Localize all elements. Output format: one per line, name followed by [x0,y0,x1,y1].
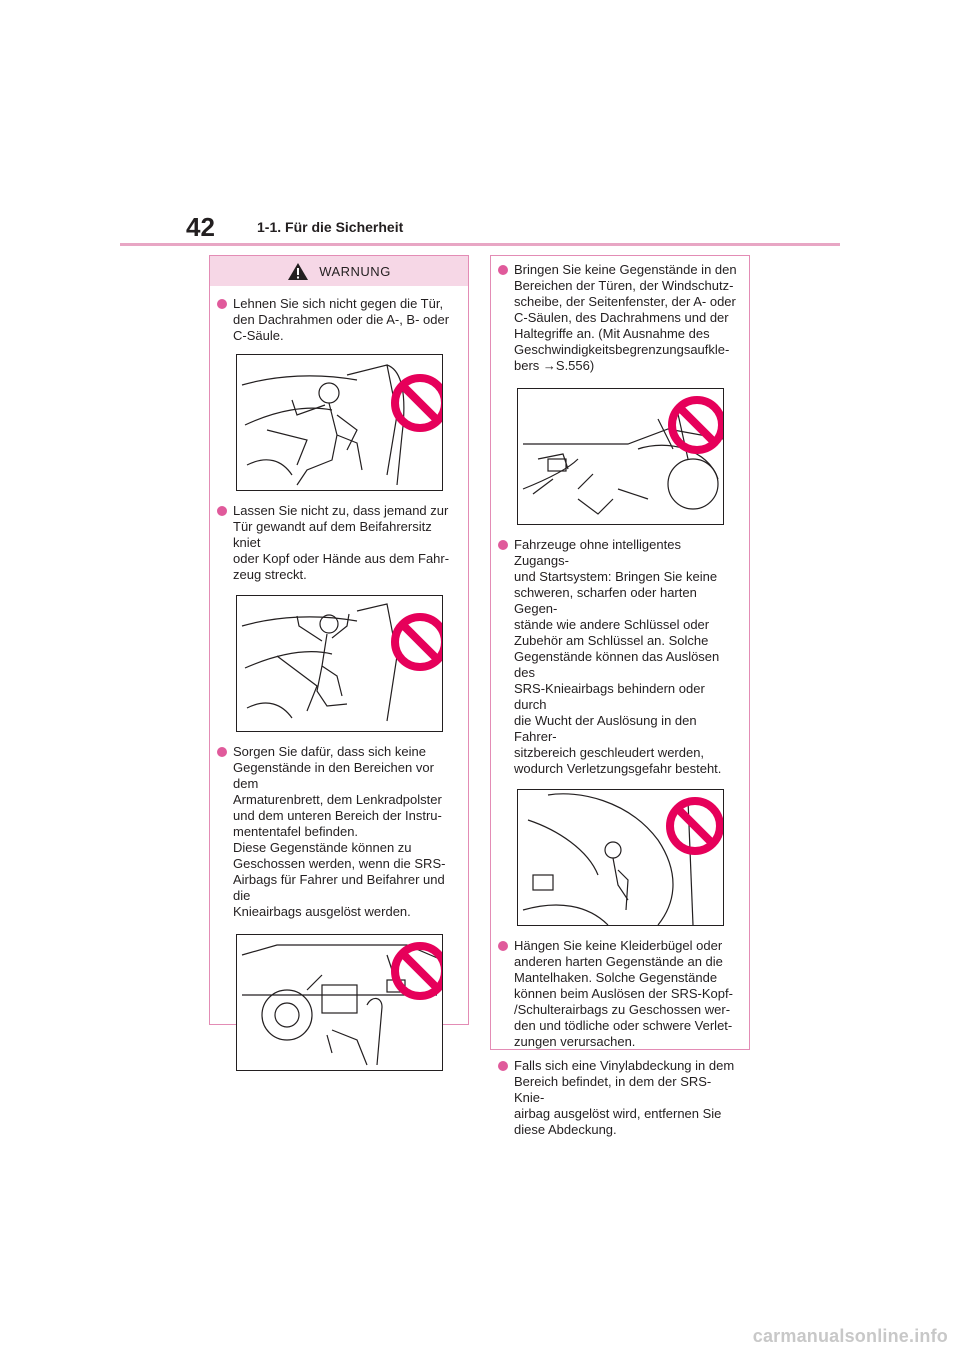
warning-item [491,938,749,1050]
footer-watermark: carmanualsonline.info [752,1326,948,1346]
prohibited-icon [666,394,724,456]
warning-item-text: Lehnen Sie sich nicht gegen die Tür, den Dachrahmen oder die A-, B- oder C-Säule. [233,296,450,343]
bullet-icon [217,506,227,516]
page-number: 42 [186,212,215,242]
illustration-objects-on-dashboard [236,934,443,1071]
warning-triangle-icon [287,262,309,281]
bullet-icon [217,747,227,757]
prohibited-icon [389,940,443,1002]
header-rule [120,243,840,246]
bullet-icon [498,540,508,550]
bullet-icon [498,265,508,275]
bullet-icon [498,1061,508,1071]
warning-item [210,296,468,344]
warning-header [210,256,468,286]
section-title: 1-1. Für die Sicherheit [257,219,404,235]
warning-item-text: Bringen Sie keine Gegenstände in den Bereichen der Türen, der Windschutz- scheibe, der Seitenfenster, der A- oder C-Säulen, des Dachrahmens und der Haltegriffe an. (Mit Ausnahme des Geschwindigkeitsbegrenzungsaufkle- bers →S.556) [514,262,737,373]
warning-title: WARNUNG [319,263,391,279]
warning-item [210,744,468,920]
bullet-icon [498,941,508,951]
warning-item [210,503,468,583]
warning-item [491,262,749,374]
warning-continued-box [490,255,750,1137]
warning-item-text: Lassen Sie nicht zu, dass jemand zur Tür gewandt auf dem Beifahrersitz kniet oder Kopf oder Hände aus dem Fahr- zeug streckt. [233,503,450,582]
warning-box [209,255,469,1025]
illustration-keys-on-ignition [517,789,724,926]
warning-item-text: Sorgen Sie dafür, dass sich keine Gegenstände in den Bereichen vor dem Armaturenbrett, dem Lenkradpolster und dem unteren Bereich der Instru- mententafel befinden. Diese Gegenstände können zu Geschossen werden, wenn die SRS- Airbags für Fahrer und Beifahrer und die Knieairbags ausgelöst werden. [233,744,446,919]
warning-item [491,1058,749,1138]
warning-item-text: Fahrzeuge ohne intelligentes Zugangs- und Startsystem: Bringen Sie keine schweren, scharfen oder harten Gegen- stände wie andere Schlüssel oder Zubehör am Schlüssel an. Solche Gegenstände können das Auslösen des SRS-Knieairbags behindern oder durch die Wucht der Auslösung in den Fahrer- sitzbereich geschleudert werden, wodurch Verletzungsgefahr besteht. [514,537,722,776]
prohibited-icon [389,611,443,673]
illustration-kneeling-passenger [236,595,443,732]
prohibited-icon [664,795,724,857]
warning-item-text: Hängen Sie keine Kleiderbügel oder anderen harten Gegenstände an die Mantelhaken. Solche Gegenstände können beim Auslösen der SRS-Kopf- /Schulterairbags zu Geschossen wer- den und tödliche oder schwere Verlet- zungen verursachen. [514,938,733,1049]
prohibited-icon [389,372,443,434]
bullet-icon [217,299,227,309]
illustration-objects-on-windshield [517,388,724,525]
illustration-leaning-on-door [236,354,443,491]
warning-item-text: Falls sich eine Vinylabdeckung in dem Bereich befindet, in dem der SRS-Knie- airbag ausgelöst wird, entfernen Sie diese Abdeckung. [514,1058,735,1137]
warning-item [491,537,749,777]
